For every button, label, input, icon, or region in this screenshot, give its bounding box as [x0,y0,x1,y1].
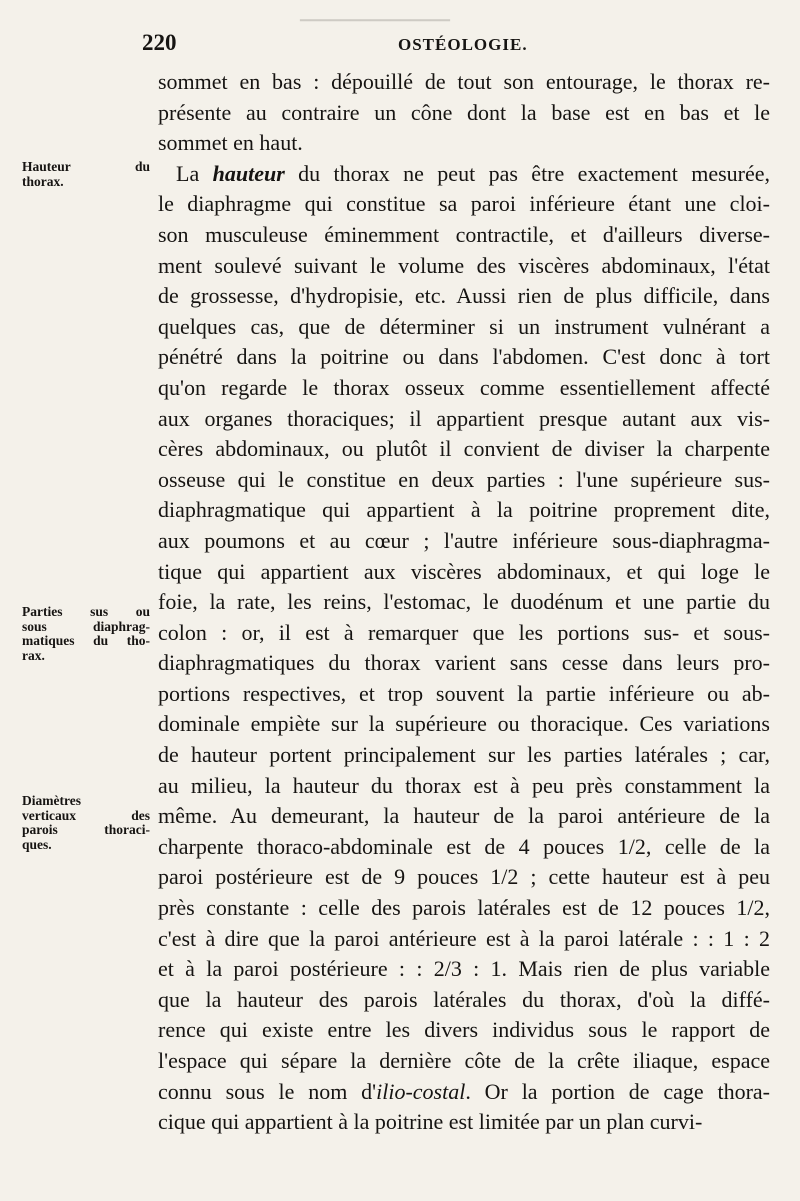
body-line: de grossesse, d'hydropisie, etc. Aussi rien de plus difficile, dans [158,283,770,309]
body-line: diaphragmatiques du thorax varient sans cesse dans leurs pro- [158,650,770,676]
body-line: paroi postérieure est de 9 pouces 1/2 ; cette hauteur est à peu [158,864,770,890]
body-line: charpente thoraco-abdominale est de 4 pouces 1/2, celle de la [158,833,770,859]
body-line: cères abdominaux, ou plutôt il convient de diviser la charpente [158,436,770,462]
body-line: La hauteur du thorax ne peut pas être exactement mesurée, [176,160,771,186]
body-line: sommet en bas : dépouillé de tout son entourage, le thorax re- [158,69,770,94]
margin-note-line: sous diaphrag- [22,618,150,634]
body-line: présente au contraire un cône dont la base est en bas et le [158,99,770,125]
body-line: l'espace qui sépare la dernière côte de la crête iliaque, espace [158,1048,770,1073]
italic-term: ilio-costal [376,1078,466,1104]
body-line: tique qui appartient aux viscères abdominaux, et qui loge le [158,558,770,584]
body-line: foie, la rate, les reins, l'estomac, le duodénum et une partie du [158,589,770,615]
margin-note-line: matiques du tho- [22,633,150,648]
body-line: son musculeuse éminemment contractile, et d'ailleurs diverse- [158,221,770,247]
body-line: diaphragmatique qui appartient à la poitrine proprement dite, [158,497,770,523]
margin-note-parties [22,605,150,663]
margin-note-diametres [22,794,150,852]
bleed-through: ▁▁▁▁▁▁▁▁▁▁▁▁▁▁▁ [300,6,450,21]
margin-note-line: verticaux des [22,807,150,823]
body-line: que la hauteur des parois latérales du thorax, d'où la diffé- [158,986,770,1012]
body-line: dominale empiète sur la supérieure ou thoracique. Ces variations [158,711,770,737]
margin-notes [0,0,160,1201]
body-line: au milieu, la hauteur du thorax est à peu près constamment la [158,772,770,798]
body-line: de hauteur portent principalement sur les parties latérales ; car, [158,742,770,768]
page-number: 220 [142,30,177,55]
body-line: le diaphragme qui constitue sa paroi inférieure étant une cloi- [158,191,770,217]
body-line: connu sous le nom d'ilio-costal. Or la portion de cage thora- [158,1078,770,1104]
margin-note-line: rax. [22,647,45,663]
body-line: osseuse qui le constitue en deux parties : l'une supérieure sus- [158,466,770,492]
body-line: quelques cas, que de déterminer si un instrument vulnérant a [158,313,770,339]
body-line: portions respectives, et trop souvent la partie inférieure ou ab- [158,680,770,706]
margin-note-line: Diamètres [22,793,81,808]
margin-note-line: parois thoraci- [22,822,150,837]
body-line: rence qui existe entre les divers individus sous le rapport de [158,1017,770,1043]
margin-note-line: ques. [22,836,52,852]
body-line: même. Au demeurant, la hauteur de la paroi antérieure de la [158,803,770,829]
body-line: et à la paroi postérieure : : 2/3 : 1. Mais rien de plus variable [158,956,770,982]
margin-note-hauteur [22,160,150,189]
margin-note-line: thorax. [22,173,64,189]
body-line: aux poumons et au cœur ; l'autre inférieure sous-diaphragma- [158,527,770,553]
margin-note-line: Parties sus ou [22,604,150,619]
body-line: pénétré dans la poitrine ou dans l'abdomen. C'est donc à tort [158,344,770,370]
running-title: OSTÉOLOGIE. [398,35,528,54]
body-line: c'est à dire que la paroi antérieure est à la paroi latérale : : 1 : 2 [158,925,770,951]
body-line: près constante : celle des parois latérales est de 12 pouces 1/2, [158,895,770,921]
body-line: colon : or, il est à remarquer que les portions sus- et sous- [158,619,770,645]
italic-term: hauteur [212,160,285,186]
body-text [158,67,770,1138]
body-line: ment soulevé suivant le volume des viscères abdominaux, l'état [158,252,770,278]
margin-note-line: Hauteur du [22,159,150,174]
body-line: sommet en haut. [158,130,303,156]
body-line: qu'on regarde le thorax osseux comme essentiellement affecté [158,374,770,400]
body-line: aux organes thoraciques; il appartient presque autant aux vis- [158,405,770,431]
body-line: cique qui appartient à la poitrine est limitée par un plan curvi- [158,1109,703,1135]
